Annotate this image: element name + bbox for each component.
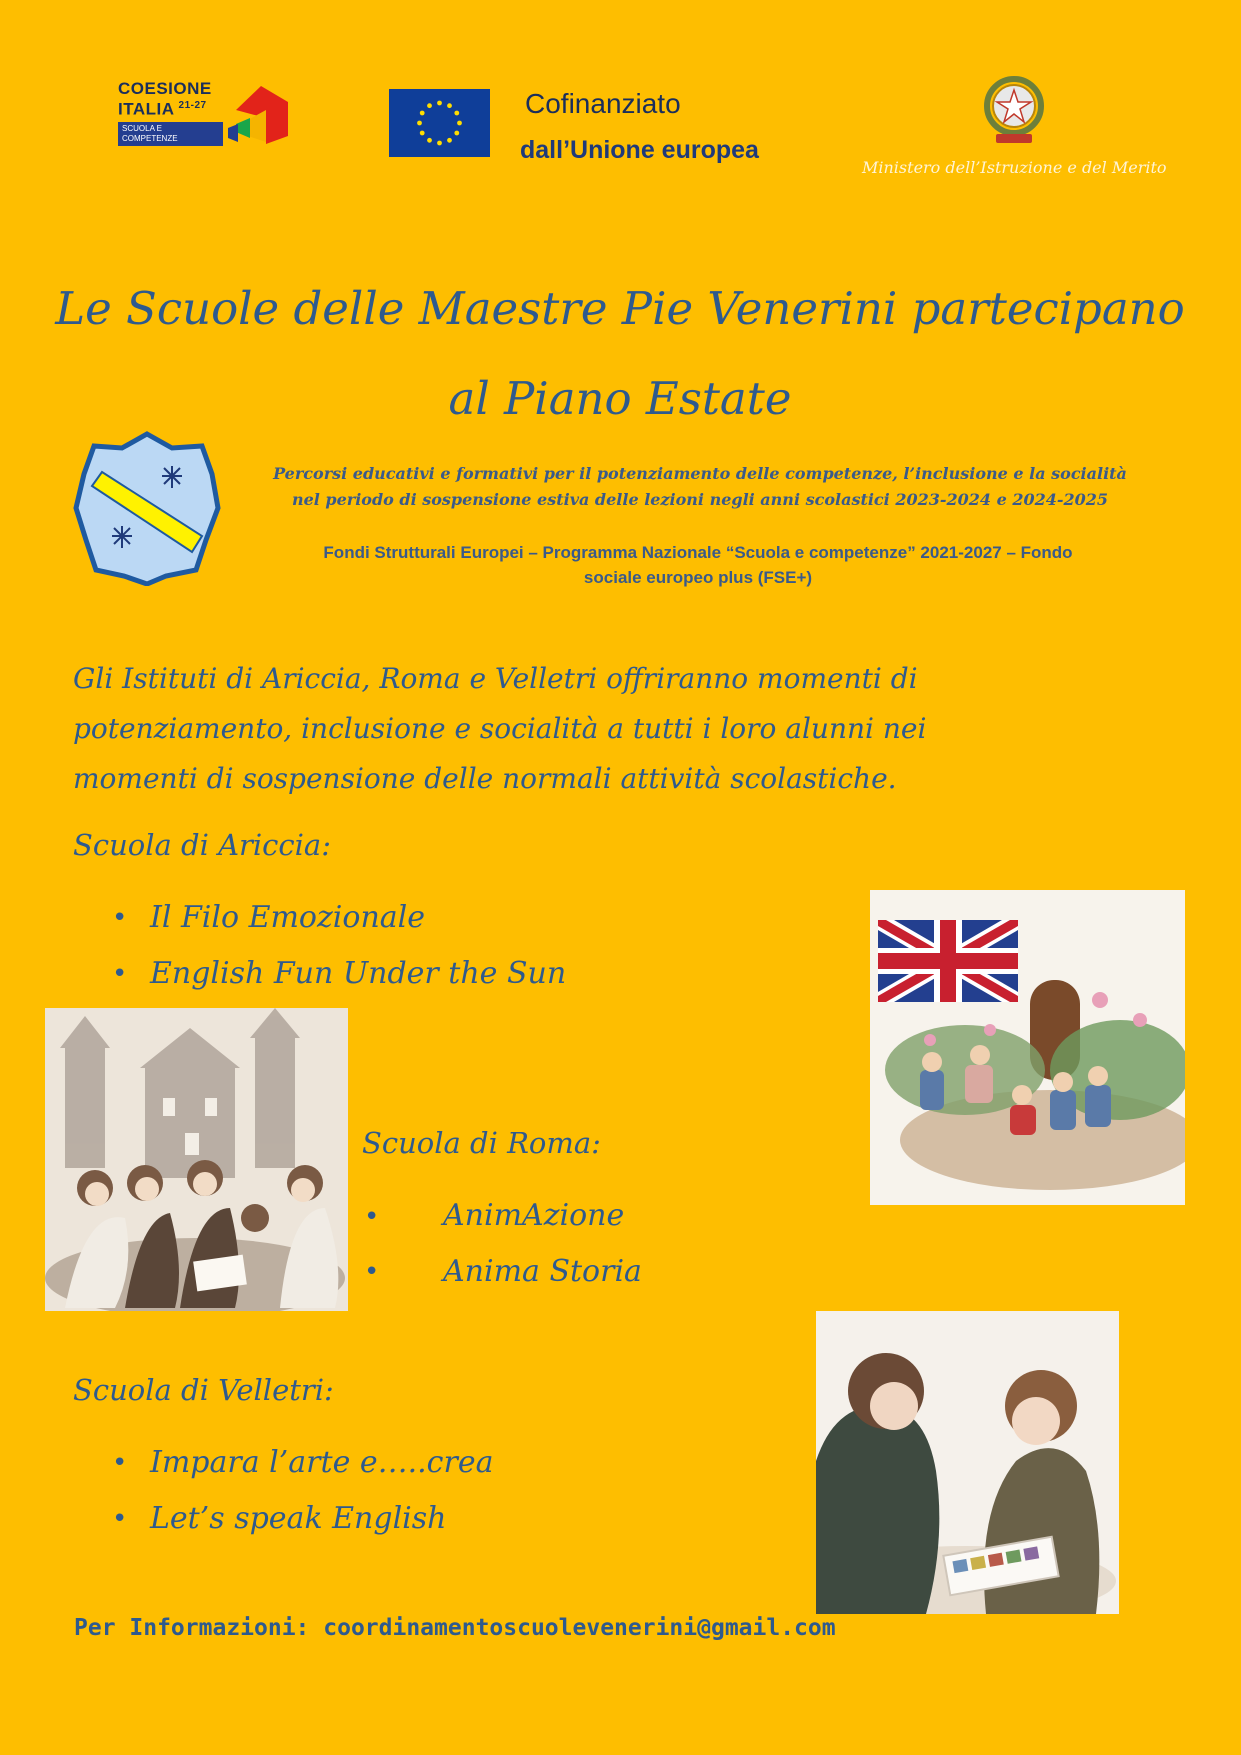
ariccia-item-2: English Fun Under the Sun <box>150 956 567 991</box>
velletri-item-2: Let’s speak English <box>150 1501 447 1536</box>
roma-item-1: AnimAzione <box>443 1198 625 1233</box>
coesione-italia-logo <box>118 80 293 150</box>
fondi-line2: sociale europeo plus (FSE+) <box>583 568 813 587</box>
castle-story-image <box>45 1008 348 1311</box>
velletri-item-1: Impara l’arte e…..crea <box>150 1445 494 1480</box>
scuola-competenze-box <box>118 122 223 146</box>
ariccia-item-1: Il Filo Emozionale <box>150 900 426 935</box>
coesione-italia-text: ITALIA <box>118 99 175 119</box>
subtitle-line1: Percorsi educativi e formativi per il potenziamento delle competenze, l’inclusione e la socialità <box>273 464 1127 483</box>
bullet-icon: • <box>112 959 128 989</box>
coesione-house-icon <box>226 80 296 146</box>
title-line1: Le Scuole delle Maestre Pie Venerini partecipano <box>55 282 1185 335</box>
eu-stars-icon <box>389 89 490 157</box>
bullet-icon: • <box>112 1448 128 1478</box>
contact-info: Per Informazioni: coordinamentoscuolevenerini@gmail.com <box>74 1615 836 1641</box>
english-garden-illustration <box>870 890 1185 1205</box>
ariccia-heading: Scuola di Ariccia: <box>73 828 331 862</box>
bullet-icon: • <box>112 1504 128 1534</box>
coesione-years: 21-27 <box>178 100 207 111</box>
ministero-text: Ministero dell’Istruzione e del Merito <box>862 158 1167 177</box>
fondi-line1: Fondi Strutturali Europei – Programma Nazionale “Scuola e competenze” 2021-2027 – Fondo <box>323 543 1073 562</box>
intro-line2: potenziamento, inclusione e socialità a tutti i loro alunni nei <box>73 712 927 745</box>
coesione-box-line2: COMPETENZE <box>122 133 178 143</box>
castle-story-illustration <box>45 1008 348 1311</box>
art-painting-illustration <box>816 1311 1119 1614</box>
velletri-heading: Scuola di Velletri: <box>73 1373 334 1407</box>
cofinanziato-text: Cofinanziato <box>525 88 681 119</box>
bullet-icon: • <box>112 903 128 933</box>
roma-heading: Scuola di Roma: <box>362 1126 601 1160</box>
bullet-icon: • <box>364 1257 380 1287</box>
eu-flag-icon <box>389 89 490 157</box>
coesione-line1: COESIONE <box>118 79 212 98</box>
intro-line1: Gli Istituti di Ariccia, Roma e Velletri offriranno momenti di <box>73 662 918 695</box>
school-crest-icon <box>72 430 222 586</box>
bullet-icon: • <box>364 1202 380 1232</box>
unione-europea-text: dall’Unione europea <box>520 136 759 164</box>
english-garden-image <box>870 890 1185 1205</box>
union-jack-icon <box>878 920 1018 1002</box>
repubblica-emblem-icon <box>982 72 1046 150</box>
intro-line3: momenti di sospensione delle normali attività scolastiche. <box>73 762 897 795</box>
title-line2: al Piano Estate <box>448 372 792 425</box>
subtitle-line2: nel periodo di sospensione estiva delle lezioni negli anni scolastici 2023-2024 e 2024-2025 <box>291 490 1109 509</box>
art-painting-image <box>816 1311 1119 1614</box>
coesione-box-line1: SCUOLA E <box>122 123 163 133</box>
roma-item-2: Anima Storia <box>443 1254 642 1289</box>
